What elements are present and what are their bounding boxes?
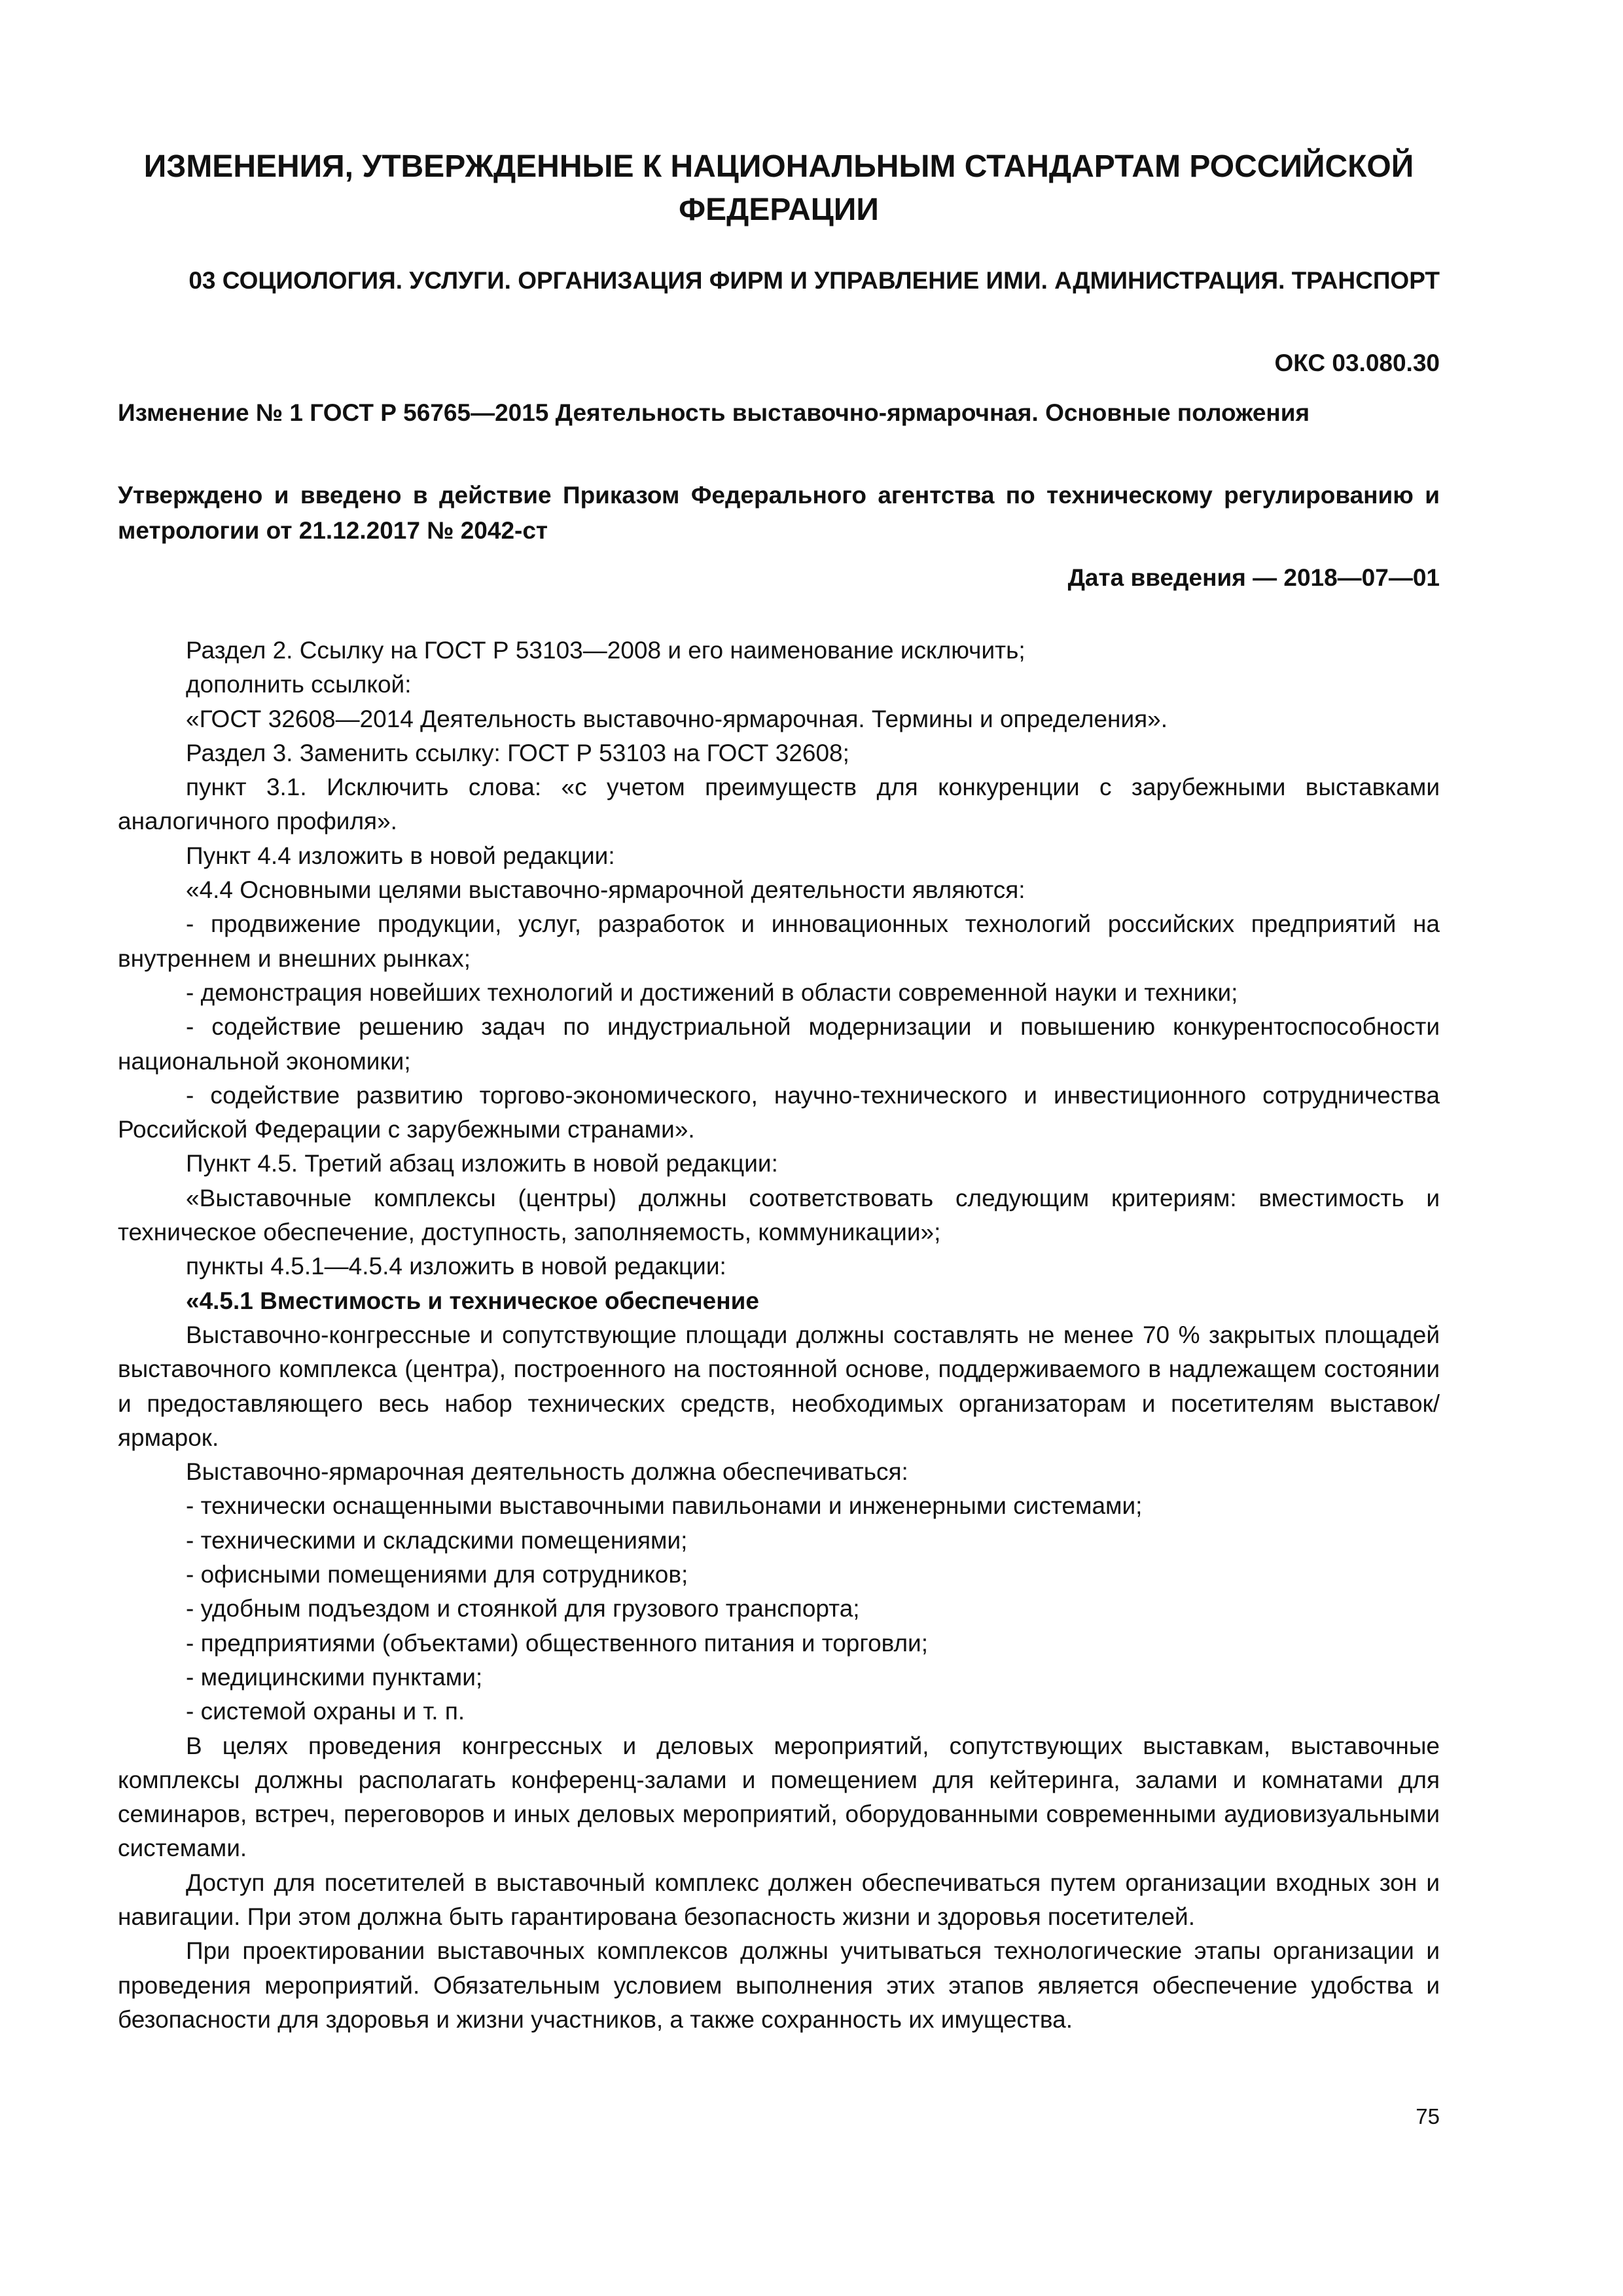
list-item: - продвижение продукции, услуг, разработок и инновационных технологий российских предприятий на внутреннем и внешних рынках; — [118, 910, 1440, 972]
list-item: - содействие развитию торгово-экономического, научно-технического и инвестиционного сотрудничества Российской Федерации с зарубежными странами». — [118, 1081, 1440, 1143]
paragraph: «Выставочные комплексы (центры) должны соответствовать следующим критериям: вместимость и техническое обеспечение, доступность, заполняемость, коммуникации»; — [118, 1184, 1440, 1246]
paragraph: пункт 3.1. Исключить слова: «с учетом преимуществ для конкуренции с зарубежными выставками аналогичного профиля». — [118, 774, 1440, 835]
paragraph: пункты 4.5.1—4.5.4 изложить в новой редакции: — [186, 1253, 726, 1280]
paragraph: Раздел 2. Ссылку на ГОСТ Р 53103—2008 и его наименование исключить; — [186, 637, 1026, 664]
list-item: - демонстрация новейших технологий и достижений в области современной науки и техники; — [186, 978, 1238, 1006]
page-number: 75 — [1416, 2104, 1440, 2128]
paragraph: дополнить ссылкой: — [186, 671, 412, 698]
paragraph: «ГОСТ 32608—2014 Деятельность выставочно-ярмарочная. Термины и определения». — [186, 705, 1168, 732]
introduction-date: Дата введения — 2018—07—01 — [1067, 564, 1440, 591]
list-item: - удобным подъездом и стоянкой для грузового транспорта; — [186, 1595, 860, 1623]
paragraph: Доступ для посетителей в выставочный комплекс должен обеспечиваться путем организации входных зон и навигации. При этом должна быть гарантирована безопасность жизни и здоровья посетителей. — [118, 1869, 1440, 1930]
list-item: - системой охраны и т. п. — [186, 1698, 465, 1725]
paragraph: При проектировании выставочных комплексов должны учитываться технологические этапы организации и проведения мероприятий. Обязательным условием выполнения этих этапов является обеспечение удобства и безопасности для здоровья и жизни участников, а также сохранность их имущества. — [118, 1937, 1440, 2033]
list-item: - офисными помещениями для сотрудников; — [186, 1561, 688, 1588]
paragraph: Раздел 3. Заменить ссылку: ГОСТ Р 53103 на ГОСТ 32608; — [186, 739, 849, 766]
list-item: - предприятиями (объектами) общественного питания и торговли; — [186, 1629, 928, 1657]
paragraph: Пункт 4.4 изложить в новой редакции: — [186, 842, 615, 869]
list-item: - медицинскими пунктами; — [186, 1663, 483, 1691]
paragraph: Пункт 4.5. Третий абзац изложить в новой редакции: — [186, 1150, 778, 1177]
change-title: Изменение № 1 ГОСТ Р 56765—2015 Деятельность выставочно-ярмарочная. Основные положения — [118, 399, 1310, 426]
paragraph: «4.4 Основными целями выставочно-ярмарочной деятельности являются: — [186, 876, 1026, 904]
section-title: 03 СОЦИОЛОГИЯ. УСЛУГИ. ОРГАНИЗАЦИЯ ФИРМ И УПРАВЛЕНИЕ ИМИ. АДМИНИСТРАЦИЯ. ТРАНСПОРТ — [188, 267, 1440, 294]
oks-code: ОКС 03.080.30 — [1274, 350, 1440, 376]
paragraph: Выставочно-ярмарочная деятельность должна обеспечиваться: — [186, 1458, 908, 1486]
list-item: - техническими и складскими помещениями; — [186, 1526, 688, 1554]
paragraph: Выставочно-конгрессные и сопутствующие площади должны составлять не менее 70 % закрытых площадей выставочного комплекса (центра), построенного на постоянной основе, поддерживаемого в надлежащем состоянии и предоставляющего весь набор технических средств, необходимых организаторам и посетителям выставок/ярмарок. — [118, 1321, 1440, 1451]
list-item: - содействие решению задач по индустриальной модернизации и повышению конкурентоспособности национальной экономики; — [118, 1013, 1440, 1075]
subsection-heading: «4.5.1 Вместимость и техническое обеспечение — [186, 1287, 759, 1314]
main-title: ИЗМЕНЕНИЯ, УТВЕРЖДЕННЫЕ К НАЦИОНАЛЬНЫМ СТАНДАРТАМ РОССИЙСКОЙ ФЕДЕРАЦИИ — [143, 149, 1414, 227]
list-item: - технически оснащенными выставочными павильонами и инженерными системами; — [186, 1492, 1143, 1520]
body-text — [118, 634, 1440, 2037]
approval-statement: Утверждено и введено в действие Приказом Федерального агентства по техническому регулированию и метрологии от 21.12.2017 № 2042-ст — [118, 482, 1440, 544]
paragraph: В целях проведения конгрессных и деловых мероприятий, сопутствующих выставкам, выставочные комплексы должны располагать конференц-залами и помещением для кейтеринга, залами и комнатами для семинаров, встреч, переговоров и иных деловых мероприятий, оборудованными современными аудиовизуальными системами. — [118, 1732, 1440, 1862]
